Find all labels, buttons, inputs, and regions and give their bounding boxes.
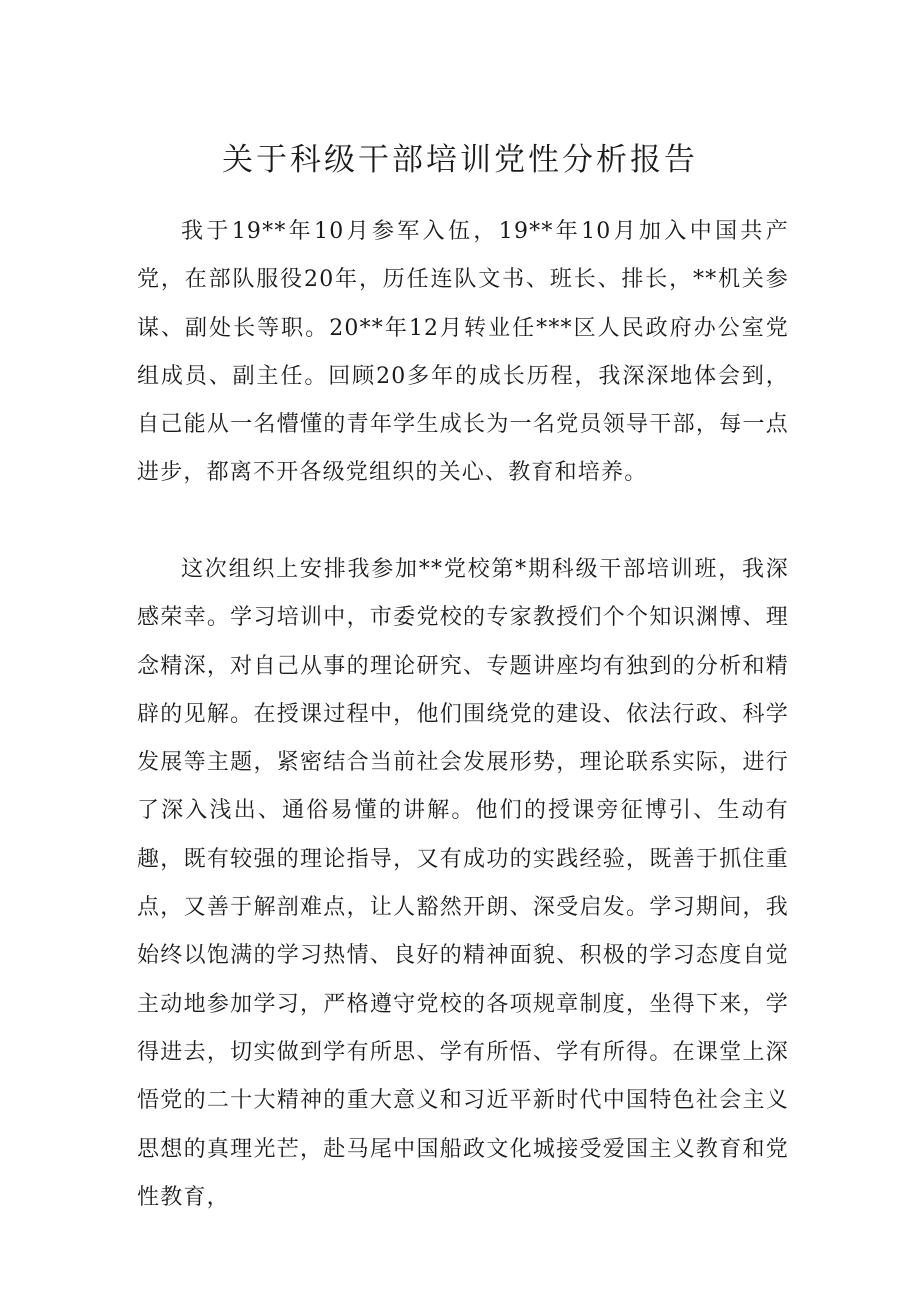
paragraph-2: 这次组织上安排我参加**党校第*期科级干部培训班，我深感荣幸。学习培训中，市委党校的专家教授们个个知识渊博、理念精深，对自己从事的理论研究、专题讲座均有独到的分析和精辟的见解。在授课过程中，他们围绕党的建设、依法行政、科学发展等主题，紧密结合当前社会发展形势，理论联系实际，进行了深入浅出、通俗易懂的讲解。他们的授课旁征博引、生动有趣，既有较强的理论指导，又有成功的实践经验，既善于抓住重点，又善于解剖难点，让人豁然开朗、深受启发。学习期间，我始终以饱满的学习热情、良好的精神面貌、积极的学习态度自觉主动地参加学习，严格遵守党校的各项规章制度，坐得下来，学得进去，切实做到学有所思、学有所悟、学有所得。在课堂上深悟党的二十大精神的重大意义和习近平新时代中国特色社会主义思想的真理光芒，赴马尾中国船政文化城接受爱国主义教育和党性教育，	[137, 557, 789, 1210]
document-title: 关于科级干部培训党性分析报告	[222, 142, 698, 178]
paragraph-1: 我于19**年10月参军入伍，19**年10月加入中国共产党，在部队服役20年，历任连队文书、班长、排长，**机关参谋、副处长等职。20**年12月转业任***区人民政府办公室党组成员、副主任。回顾20多年的成长历程，我深深地体会到，自己能从一名懵懂的青年学生成长为一名党员领导干部，每一点进步，都离不开各级党组织的关心、教育和培养。	[137, 219, 789, 486]
